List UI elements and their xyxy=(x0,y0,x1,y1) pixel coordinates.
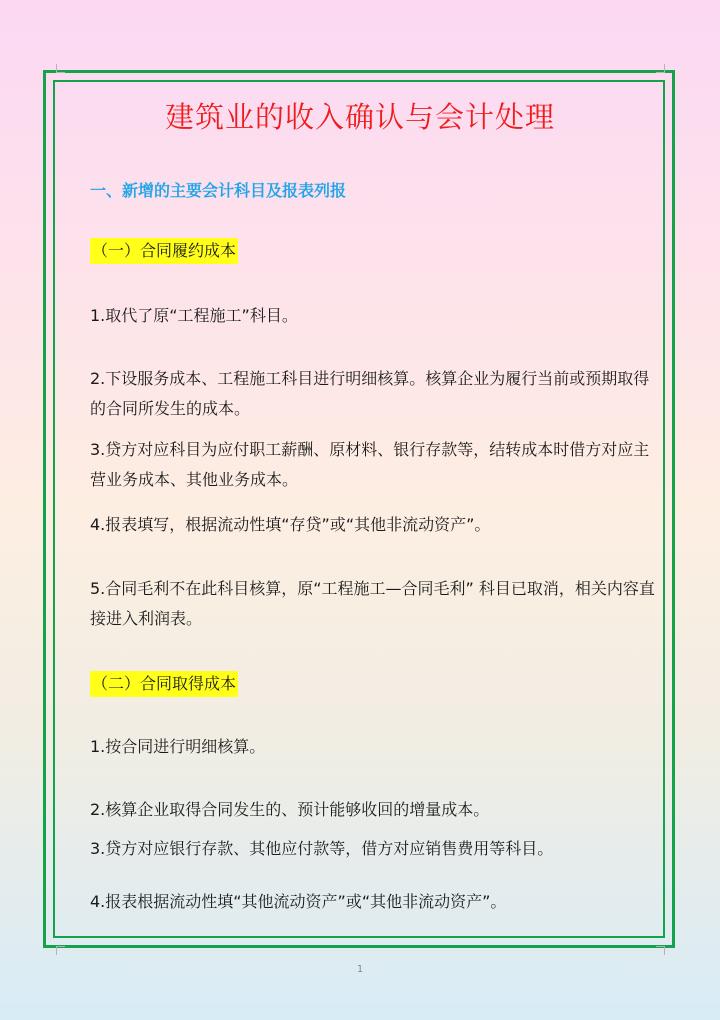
margin-corner-mark xyxy=(656,64,665,73)
page-number: 1 xyxy=(356,964,364,975)
paragraph xyxy=(66,887,658,917)
paragraph-text: 1.取代了原“工程施工”科目。 xyxy=(90,306,298,325)
margin-corner-mark xyxy=(56,946,65,955)
paragraph xyxy=(66,510,658,540)
paragraph-text: 4.报表根据流动性填“其他流动资产”或“其他非流动资产”。 xyxy=(90,892,507,911)
paragraph-text: 1.按合同进行明细核算。 xyxy=(90,737,266,756)
paragraph xyxy=(66,301,658,331)
subsection-heading-highlight: （二）合同取得成本 xyxy=(90,671,238,697)
section-heading: 一、新增的主要会计科目及报表列报 xyxy=(90,181,347,200)
paragraph xyxy=(66,834,658,864)
paragraph-text: 3.贷方对应银行存款、其他应付款等，借方对应销售费用等科目。 xyxy=(90,839,554,858)
paragraph-text: 2.下设服务成本、工程施工科目进行明细核算。核算企业为履行当前或预期取得的合同所发生的成本。 xyxy=(90,369,650,418)
document-title: 建筑业的收入确认与会计处理 xyxy=(164,100,555,134)
paragraph-text: 5.合同毛利不在此科目核算，原“工程施工—合同毛利” 科目已取消，相关内容直接进入利润表。 xyxy=(90,579,655,628)
paragraph-text: 4.报表填写，根据流动性填“存贷”或“其他非流动资产”。 xyxy=(90,515,491,534)
paragraph xyxy=(66,435,658,495)
paragraph xyxy=(66,574,658,634)
paragraph-text: 3.贷方对应科目为应付职工薪酬、原材料、银行存款等，结转成本时借方对应主营业务成本、其他业务成本。 xyxy=(90,440,650,489)
paragraph xyxy=(66,732,658,762)
paragraph-text: 2.核算企业取得合同发生的、预计能够收回的增量成本。 xyxy=(90,800,490,819)
paragraph xyxy=(66,795,658,825)
margin-corner-mark xyxy=(56,64,65,73)
subsection-heading-highlight: （一）合同履约成本 xyxy=(90,238,238,264)
margin-corner-mark xyxy=(656,946,665,955)
paragraph xyxy=(66,364,658,424)
